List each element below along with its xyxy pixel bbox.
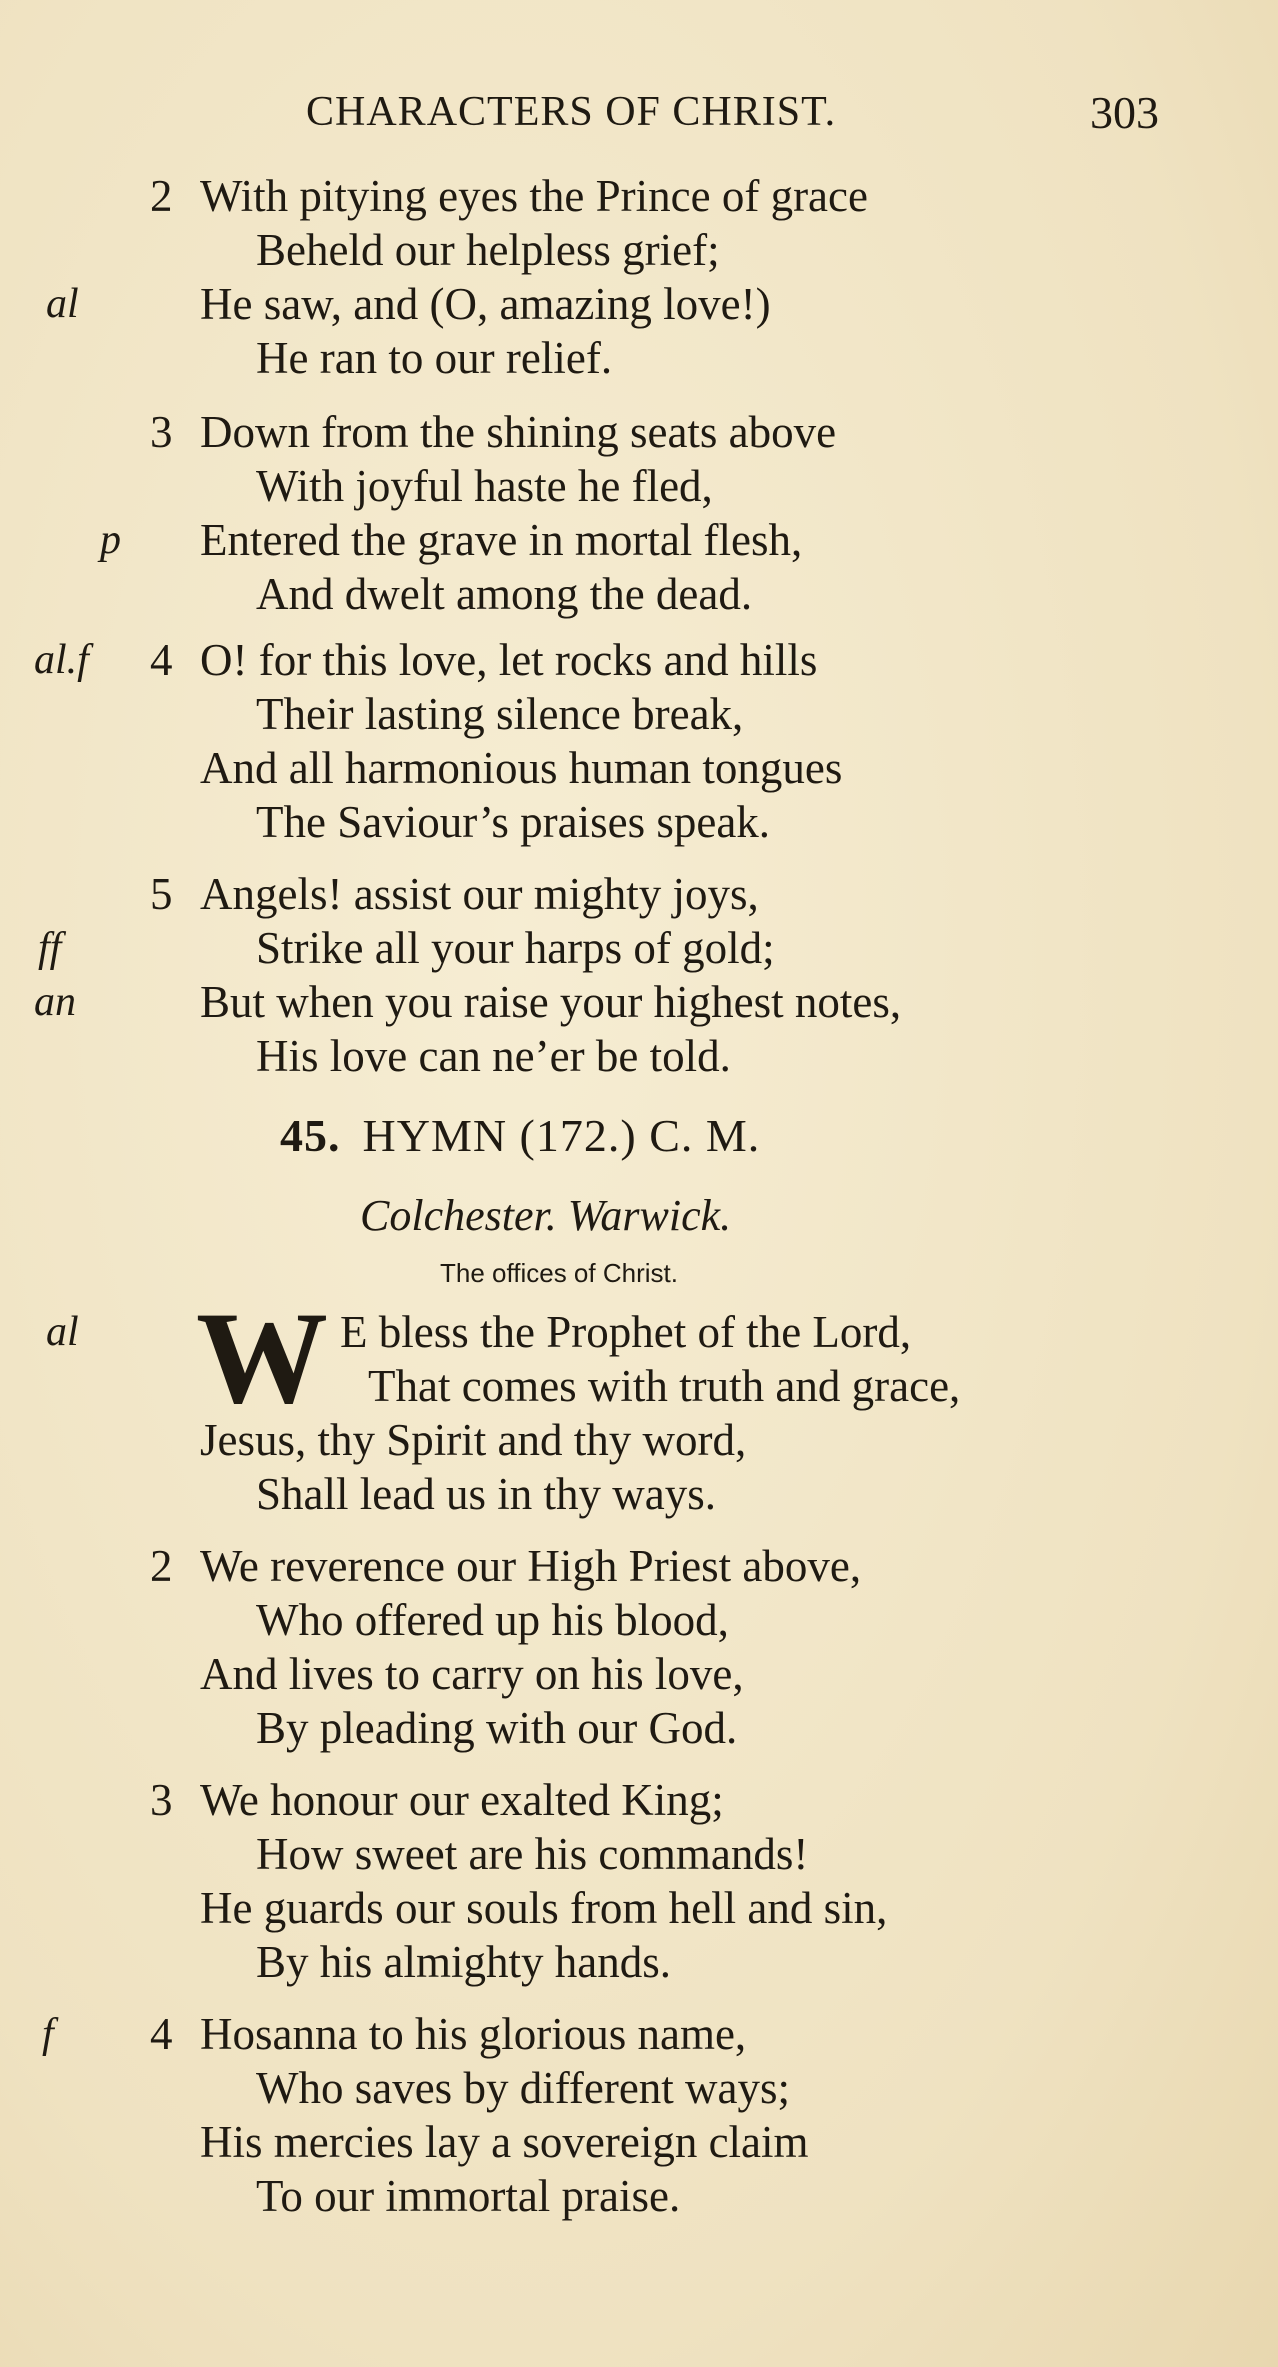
verse-line: We reverence our High Priest above, [200,1541,862,1591]
hymn-subject: The offices of Christ. [440,1258,678,1288]
verse-line: Strike all your harps of gold; [256,923,775,973]
verse-line: By pleading with our God. [256,1703,738,1753]
verse-number: 5 [150,869,173,919]
verse-line: But when you raise your highest notes, [200,977,902,1027]
dynamic-mark: ff [38,925,62,971]
dynamic-mark: an [34,979,76,1025]
verse-number: 2 [150,1541,173,1591]
verse-line: His love can ne’er be told. [256,1031,731,1081]
verse-line: Their lasting silence break, [256,689,744,739]
verse-line: By his almighty hands. [256,1937,671,1987]
verse-line: The Saviour’s praises speak. [256,797,771,847]
verse-number: 3 [150,407,173,457]
verse-line: Angels! assist our mighty joys, [200,869,759,919]
drop-cap: W [196,1284,328,1431]
verse-line: Who saves by different ways; [256,2063,791,2113]
verse-line: Entered the grave in mortal flesh, [200,515,803,565]
page-header [0,88,1278,148]
verse-number: 4 [150,635,173,685]
verse-line: That comes with truth and grace, [368,1361,961,1411]
dynamic-mark: al [46,281,79,327]
hymn-heading [280,1108,760,1164]
hymn-title: HYMN (172.) C. M. [362,1110,761,1161]
verse-line: Beheld our helpless grief; [256,225,720,275]
verse-number: 3 [150,1775,173,1825]
verse-line: How sweet are his commands! [256,1829,809,1879]
verse-line: He ran to our relief. [256,333,613,383]
running-title: CHARACTERS OF CHRIST. [306,89,837,135]
verse-line: Down from the shining seats above [200,407,837,457]
verse-number: 2 [150,171,173,221]
dynamic-mark: al.f [34,637,89,683]
verse-line: We honour our exalted King; [200,1775,724,1825]
verse-line: And all harmonious human tongues [200,743,843,793]
verse-line: With joyful haste he fled, [256,461,713,511]
verse-line: And lives to carry on his love, [200,1649,744,1699]
dynamic-mark: p [100,517,121,563]
verse-line: To our immortal praise. [256,2171,681,2221]
verse-line: Who offered up his blood, [256,1595,729,1645]
verse-line: Shall lead us in thy ways. [256,1469,716,1519]
hymn-number: 45. [280,1110,341,1161]
verse-line: Hosanna to his glorious name, [200,2009,747,2059]
verse-line: His mercies lay a sovereign claim [200,2117,809,2167]
verse-line: O! for this love, let rocks and hills [200,635,818,685]
dynamic-mark: al [46,1309,79,1355]
verse-line: E bless the Prophet of the Lord, [340,1307,912,1357]
verse-line: He guards our souls from hell and sin, [200,1883,888,1933]
verse-line: With pitying eyes the Prince of grace [200,171,868,221]
verse-line: He saw, and (O, amazing love!) [200,279,771,329]
tune-names: Colchester. Warwick. [360,1191,732,1240]
dynamic-mark: f [42,2011,54,2057]
page-number: 303 [1090,87,1159,138]
verse-line: And dwelt among the dead. [256,569,753,619]
verse-line: Jesus, thy Spirit and thy word, [200,1415,747,1465]
verse-number: 4 [150,2009,173,2059]
